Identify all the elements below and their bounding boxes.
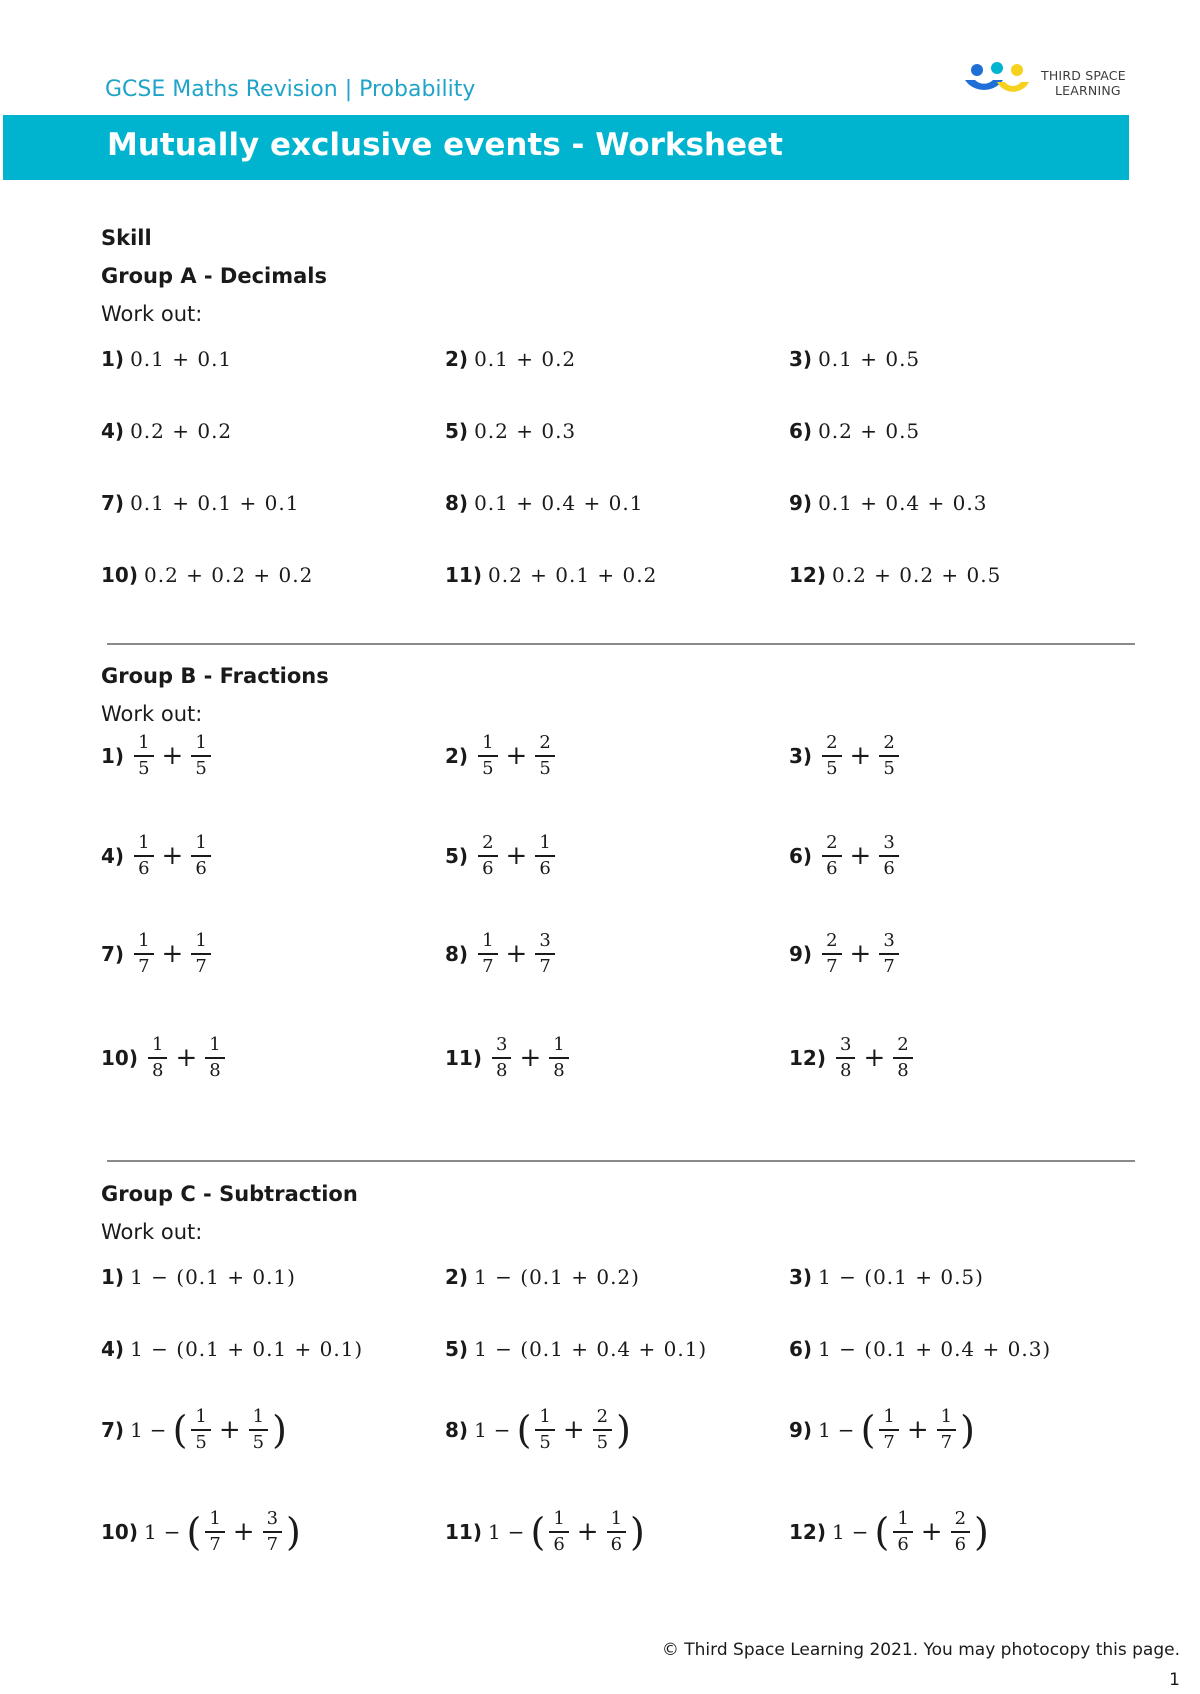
close-parenthesis: ): [272, 1408, 287, 1452]
fraction-denominator: 8: [553, 1060, 565, 1081]
fraction-numerator: 2: [893, 1035, 912, 1059]
leading-one: 1: [818, 1418, 832, 1442]
fraction-denominator: 8: [151, 1060, 164, 1081]
fraction-denominator: 7: [539, 956, 551, 977]
fraction-numerator: 1: [134, 833, 153, 857]
group-c-questions: [101, 1251, 1131, 1651]
fraction-numerator: 1: [893, 1509, 912, 1533]
leading-one: 1: [474, 1418, 488, 1442]
document-subtitle: [105, 77, 475, 102]
logo-wordmark: [1041, 68, 1126, 98]
plus-sign: +: [505, 841, 528, 871]
leading-one: 1: [831, 1520, 846, 1544]
fraction: [836, 1035, 855, 1081]
section-divider: [107, 643, 1135, 645]
page-number: 1: [1169, 1670, 1180, 1690]
plus-sign: +: [849, 741, 872, 771]
fraction: [134, 833, 153, 879]
subtitle-course: GCSE Maths Revision: [105, 77, 338, 102]
question-item: [101, 733, 215, 779]
question-expression: 0.2 + 0.5: [818, 419, 921, 443]
fraction: [937, 1407, 956, 1453]
question-expression: 1 − (0.1 + 0.5): [818, 1265, 984, 1289]
question-number: 10): [101, 1046, 138, 1070]
minus-sign: −: [149, 1418, 167, 1442]
open-parenthesis: (: [530, 1510, 546, 1554]
fraction-numerator: 2: [879, 733, 898, 757]
open-parenthesis: (: [516, 1408, 532, 1452]
question-item: [789, 833, 903, 879]
close-parenthesis: ): [974, 1510, 989, 1554]
group-a-instruction: Work out:: [101, 302, 203, 326]
question-number: 8): [445, 491, 469, 515]
question-number: 12): [789, 563, 826, 587]
fraction-numerator: 1: [607, 1509, 626, 1533]
fraction-denominator: 5: [482, 758, 494, 779]
question-item: [101, 931, 215, 977]
open-parenthesis: (: [860, 1408, 876, 1452]
plus-sign: +: [175, 1043, 198, 1073]
plus-sign: +: [161, 741, 184, 771]
close-parenthesis: ): [286, 1510, 301, 1554]
question-expression: 0.2 + 0.2: [130, 419, 233, 443]
fraction-numerator: 3: [879, 931, 898, 955]
fraction-numerator: 1: [191, 1407, 210, 1431]
plus-sign: +: [863, 1043, 886, 1073]
question-number: 5): [445, 419, 469, 443]
fraction-numerator: 1: [191, 733, 210, 757]
fraction-numerator: 1: [191, 833, 210, 857]
fraction: [249, 1407, 268, 1453]
question-item: [789, 419, 920, 443]
plus-sign: +: [920, 1517, 943, 1547]
minus-sign: −: [837, 1418, 855, 1442]
question-item: [101, 1035, 229, 1081]
group-b-instruction: Work out:: [101, 702, 203, 726]
skill-label: Skill: [101, 226, 152, 250]
plus-sign: +: [906, 1415, 929, 1445]
fraction-numerator: 2: [822, 833, 841, 857]
fraction-denominator: 5: [596, 1432, 609, 1453]
minus-sign: −: [493, 1418, 511, 1442]
plus-sign: +: [505, 939, 528, 969]
fraction: [951, 1509, 970, 1555]
question-number: 10): [101, 563, 138, 587]
question-item: [101, 1407, 287, 1453]
fraction-denominator: 5: [252, 1432, 265, 1453]
fraction-numerator: 1: [549, 1509, 568, 1533]
fraction: [134, 931, 153, 977]
fraction: [822, 733, 841, 779]
fraction: [535, 1407, 554, 1453]
fraction-denominator: 5: [883, 758, 895, 779]
fraction-denominator: 5: [539, 1432, 551, 1453]
question-expression: 0.2 + 0.1 + 0.2: [487, 563, 658, 587]
fraction: [478, 931, 497, 977]
fraction-numerator: 3: [535, 931, 554, 955]
logo-line-1: THIRD SPACE: [1041, 68, 1126, 83]
fraction-numerator: 1: [535, 833, 554, 857]
fraction-numerator: 3: [263, 1509, 282, 1533]
fraction-denominator: 7: [826, 956, 838, 977]
fraction: [191, 931, 210, 977]
fraction: [607, 1509, 626, 1555]
question-number: 9): [789, 1418, 813, 1442]
question-number: 7): [101, 491, 125, 515]
fraction: [492, 1035, 511, 1081]
fraction-denominator: 7: [266, 1534, 279, 1555]
group-b-section: [101, 657, 1131, 1113]
fraction-numerator: 1: [478, 931, 497, 955]
logo-line-2: LEARNING: [1055, 83, 1121, 98]
fraction-numerator: 2: [822, 931, 841, 955]
question-item: [101, 563, 313, 587]
question-number: 12): [789, 1520, 826, 1544]
fraction-denominator: 8: [495, 1060, 508, 1081]
fraction: [148, 1035, 167, 1081]
question-number: 4): [101, 419, 125, 443]
question-number: 1): [101, 744, 125, 768]
question-number: 6): [789, 1337, 813, 1361]
fraction-numerator: 2: [593, 1407, 612, 1431]
question-item: [445, 347, 576, 371]
question-item: [101, 1337, 363, 1361]
question-expression: 1 − (0.1 + 0.2): [474, 1265, 640, 1289]
open-parenthesis: (: [874, 1510, 890, 1554]
fraction: [205, 1035, 224, 1081]
fraction-denominator: 6: [553, 1534, 565, 1555]
fraction: [879, 1407, 898, 1453]
third-space-learning-logo: [963, 60, 1143, 110]
question-number: 3): [789, 1265, 813, 1289]
fraction-denominator: 6: [897, 1534, 909, 1555]
question-item: [445, 931, 559, 977]
copyright-notice: © Third Space Learning 2021. You may photocopy this page.: [661, 1640, 1180, 1660]
question-item: [789, 563, 1001, 587]
group-c-instruction: Work out:: [101, 1220, 203, 1244]
fraction-denominator: 6: [826, 858, 838, 879]
question-item: [789, 733, 903, 779]
open-parenthesis: (: [186, 1510, 202, 1554]
plus-sign: +: [505, 741, 528, 771]
fraction: [822, 931, 841, 977]
group-c-section: [101, 1175, 1131, 1651]
question-number: 4): [101, 844, 125, 868]
question-number: 2): [445, 347, 469, 371]
question-expression: 1 − (0.1 + 0.4 + 0.1): [474, 1337, 708, 1361]
question-item: [445, 1035, 573, 1081]
plus-sign: +: [232, 1517, 255, 1547]
question-expression: 1 − (0.1 + 0.1): [130, 1265, 296, 1289]
question-number: 5): [445, 1337, 469, 1361]
fraction-denominator: 5: [195, 1432, 207, 1453]
group-b-heading: Group B - Fractions: [101, 664, 329, 688]
fraction-denominator: 6: [610, 1534, 623, 1555]
question-item: [789, 491, 987, 515]
fraction-denominator: 7: [209, 1534, 221, 1555]
plus-sign: +: [576, 1517, 599, 1547]
fraction: [893, 1035, 912, 1081]
question-item: [789, 1265, 984, 1289]
fraction-numerator: 1: [205, 1509, 224, 1533]
plus-sign: +: [161, 939, 184, 969]
fraction-numerator: 3: [836, 1035, 855, 1059]
fraction-numerator: 1: [134, 733, 153, 757]
question-number: 3): [789, 744, 813, 768]
question-item: [445, 1509, 645, 1555]
question-item: [789, 347, 920, 371]
question-number: 2): [445, 744, 469, 768]
question-number: 10): [101, 1520, 138, 1544]
group-a-questions: [101, 333, 1131, 613]
fraction-numerator: 1: [249, 1407, 268, 1431]
question-item: [789, 1407, 975, 1453]
fraction-denominator: 7: [883, 956, 895, 977]
fraction: [535, 931, 554, 977]
fraction: [879, 931, 898, 977]
fraction-numerator: 3: [879, 833, 898, 857]
fraction: [191, 733, 210, 779]
fraction-denominator: 6: [883, 858, 895, 879]
fraction-denominator: 8: [839, 1060, 852, 1081]
question-number: 6): [789, 844, 813, 868]
question-item: [101, 491, 299, 515]
question-item: [445, 563, 657, 587]
fraction-denominator: 8: [209, 1060, 221, 1081]
question-expression: 0.2 + 0.3: [474, 419, 577, 443]
fraction: [549, 1035, 568, 1081]
question-number: 9): [789, 491, 813, 515]
close-parenthesis: ): [616, 1408, 631, 1452]
question-expression: 1 − (0.1 + 0.1 + 0.1): [130, 1337, 364, 1361]
fraction-numerator: 1: [134, 931, 153, 955]
fraction-numerator: 1: [549, 1035, 568, 1059]
fraction: [879, 733, 898, 779]
fraction-numerator: 1: [205, 1035, 224, 1059]
group-a-section: [101, 219, 1131, 613]
question-item: [101, 1509, 301, 1555]
fraction: [478, 833, 497, 879]
question-item: [101, 1265, 296, 1289]
question-expression: 0.1 + 0.1: [130, 347, 233, 371]
question-item: [445, 1407, 631, 1453]
question-number: 3): [789, 347, 813, 371]
fraction: [134, 733, 153, 779]
question-number: 11): [445, 1520, 482, 1544]
fraction-numerator: 2: [951, 1509, 970, 1533]
fraction: [879, 833, 898, 879]
fraction-numerator: 2: [478, 833, 497, 857]
question-number: 12): [789, 1046, 826, 1070]
question-item: [789, 1035, 917, 1081]
group-c-heading: Group C - Subtraction: [101, 1182, 358, 1206]
question-item: [445, 1265, 640, 1289]
leading-one: 1: [487, 1520, 502, 1544]
fraction-denominator: 5: [826, 758, 838, 779]
fraction-denominator: 5: [195, 758, 207, 779]
plus-sign: +: [161, 841, 184, 871]
fraction-denominator: 5: [138, 758, 150, 779]
title-banner: [3, 115, 1129, 180]
fraction: [191, 1407, 210, 1453]
fraction: [263, 1509, 282, 1555]
question-number: 9): [789, 942, 813, 966]
fraction-numerator: 2: [822, 733, 841, 757]
fraction-numerator: 1: [937, 1407, 956, 1431]
page-title: Mutually exclusive events - Worksheet: [107, 127, 783, 163]
section-divider: [107, 1160, 1135, 1162]
question-expression: 0.1 + 0.4 + 0.1: [474, 491, 644, 515]
question-expression: 0.1 + 0.2: [474, 347, 577, 371]
question-expression: 1 − (0.1 + 0.4 + 0.3): [818, 1337, 1052, 1361]
fraction-numerator: 1: [535, 1407, 554, 1431]
question-number: 1): [101, 347, 125, 371]
fraction-denominator: 7: [482, 956, 494, 977]
open-parenthesis: (: [172, 1408, 188, 1452]
fraction-denominator: 6: [195, 858, 207, 879]
fraction: [822, 833, 841, 879]
fraction-numerator: 1: [148, 1035, 167, 1059]
question-number: 8): [445, 942, 469, 966]
question-number: 5): [445, 844, 469, 868]
question-item: [445, 419, 576, 443]
question-item: [789, 1337, 1051, 1361]
leading-one: 1: [143, 1520, 158, 1544]
fraction-numerator: 1: [879, 1407, 898, 1431]
fraction-denominator: 8: [897, 1060, 909, 1081]
fraction: [191, 833, 210, 879]
minus-sign: −: [163, 1520, 181, 1544]
fraction-denominator: 5: [539, 758, 551, 779]
fraction: [593, 1407, 612, 1453]
fraction-numerator: 2: [535, 733, 554, 757]
question-number: 4): [101, 1337, 125, 1361]
question-expression: 0.1 + 0.5: [818, 347, 921, 371]
question-item: [101, 833, 215, 879]
fraction: [893, 1509, 912, 1555]
leading-one: 1: [130, 1418, 144, 1442]
fraction-numerator: 3: [492, 1035, 511, 1059]
question-number: 11): [445, 563, 482, 587]
plus-sign: +: [218, 1415, 241, 1445]
logo-mark-icon: [963, 60, 1035, 104]
fraction-denominator: 7: [940, 1432, 953, 1453]
question-number: 6): [789, 419, 813, 443]
minus-sign: −: [851, 1520, 869, 1544]
fraction: [535, 733, 554, 779]
subtitle-separator: |: [337, 77, 360, 102]
question-item: [789, 1509, 989, 1555]
fraction-denominator: 6: [539, 858, 551, 879]
fraction-denominator: 7: [883, 1432, 895, 1453]
group-a-heading: Group A - Decimals: [101, 264, 327, 288]
question-item: [445, 733, 559, 779]
fraction: [205, 1509, 224, 1555]
fraction-denominator: 6: [138, 858, 150, 879]
question-number: 11): [445, 1046, 482, 1070]
fraction: [535, 833, 554, 879]
fraction-denominator: 7: [138, 956, 150, 977]
question-expression: 0.1 + 0.1 + 0.1: [130, 491, 300, 515]
fraction-denominator: 7: [195, 956, 207, 977]
minus-sign: −: [507, 1520, 525, 1544]
fraction-denominator: 6: [954, 1534, 967, 1555]
question-number: 2): [445, 1265, 469, 1289]
question-number: 7): [101, 1418, 125, 1442]
question-expression: 0.1 + 0.4 + 0.3: [818, 491, 988, 515]
plus-sign: +: [849, 939, 872, 969]
plus-sign: +: [562, 1415, 585, 1445]
question-item: [789, 931, 903, 977]
plus-sign: +: [849, 841, 872, 871]
group-b-questions: [101, 733, 1131, 1113]
fraction: [478, 733, 497, 779]
close-parenthesis: ): [630, 1510, 645, 1554]
question-item: [445, 491, 643, 515]
question-expression: 0.2 + 0.2 + 0.5: [831, 563, 1002, 587]
subtitle-topic: Probability: [359, 77, 476, 102]
question-item: [101, 347, 232, 371]
question-item: [101, 419, 232, 443]
plus-sign: +: [519, 1043, 542, 1073]
question-expression: 0.2 + 0.2 + 0.2: [143, 563, 314, 587]
question-item: [445, 1337, 707, 1361]
fraction-numerator: 1: [478, 733, 497, 757]
fraction-denominator: 6: [482, 858, 494, 879]
fraction-numerator: 1: [191, 931, 210, 955]
fraction: [549, 1509, 568, 1555]
question-number: 8): [445, 1418, 469, 1442]
question-number: 1): [101, 1265, 125, 1289]
close-parenthesis: ): [960, 1408, 975, 1452]
question-item: [445, 833, 559, 879]
question-number: 7): [101, 942, 125, 966]
